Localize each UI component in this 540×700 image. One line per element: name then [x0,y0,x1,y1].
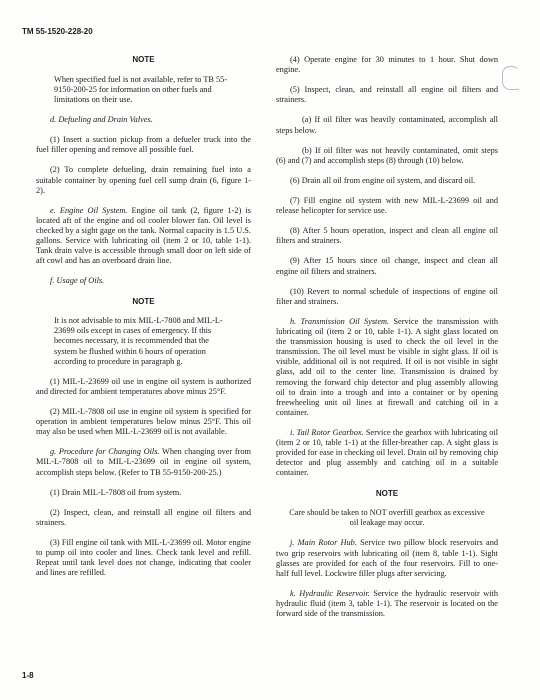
body-paragraph: (5) Inspect, clean, and reinstall all engine oil filters and strainers. [276,85,498,105]
subsection-letter: g. [50,447,57,457]
body-paragraph: (1) Insert a suction pickup from a defueler truck into the fuel filler opening and remove all possible fuel. [36,135,251,155]
subsection-text: Service the gearbox with lubricating oil (item 2 or 10, table 1-1) at the filler-breather cap. A sight glass is provided for ease in checking oil level. Drain oil by removing chip detector and plug assembly and catching oil in a suitable container. [276,427,498,478]
subsection-title: Main Rotor Hub. [297,538,357,548]
subsection-text: Service the transmission with lubricating oil (item 2 or 10, table 1-1). A sight glass located on the transmission housing is used to check the oil level in the transmission. The oil level must be visible in sight glass. If oil is visible, additional oil is not required. If oil is not visible in sight glass, add oil to the center line. Transmission is drained by removing the forward chip detector and plug assembly allowing oil to drain into a trough and into a container or by opening freewheeling unit oil lines at firewall and catching oil in a container. [276,316,498,417]
subsection-paragraph [276,538,498,578]
right-column [276,55,498,629]
margin-mark [502,66,520,90]
body-paragraph: (2) To complete defueling, drain remaining fuel into a suitable container by opening fuel cell sump drain (6, figure 1-2). [36,165,251,195]
subsection-paragraph [276,428,498,479]
subsection-title: Procedure for Changing Oils. [58,447,160,457]
subsection-title: Usage of Oils. [56,276,105,286]
body-paragraph: (9) After 15 hours since oil change, inspect and clean all engine oil filters and strainers. [276,256,498,276]
body-paragraph: (b) If oil filter was not heavily contaminated, omit steps (6) and (7) and accomplish steps (8) through (10) below. [276,145,498,165]
subsection-title: Hydraulic Reservoir. [299,588,370,598]
note-text: Care should be taken to NOT overfill gearbox as excessive oil leakage may occur. [289,508,485,528]
subsection-title: Transmission Oil System. [300,316,390,326]
subsection-text: Service two pillow block reservoirs and two grip reservoirs with lubricating oil (item 8, table 1-1). Sight glasses are provided for each of the four reservoirs. Fill to one-half full level. Lockwire filler plugs after servicing. [276,538,499,578]
body-paragraph: (1) Drain MIL-L-7808 oil from system. [50,487,182,497]
note-text: When specified fuel is not available, refer to TB 55-9150-200-25 for information on other fuels and limitations on their use. [54,74,228,104]
body-paragraph: (8) After 5 hours operation, inspect and clean all engine oil filters and strainers. [276,226,498,246]
body-paragraph: (a) If oil filter was heavily contaminated, accomplish all steps below. [276,115,498,135]
subsection-text: Service the hydraulic reservoir with hydraulic fluid (item 3, table 1-1). The reservoir is located on the forward side of the transmission. [276,588,498,619]
subsection-title: Defueling and Drain Valves. [58,115,153,125]
subsection-letter: d. [50,115,57,125]
body-paragraph: (2) Inspect, clean, and reinstall all engine oil filters and strainers. [36,507,251,527]
body-paragraph: (2) MIL-L-7808 oil use in engine oil system is specified for operation in ambient temperatures below minus 25°F. This oil may also be used when MIL-L-23699 oil is not available. [36,407,251,437]
subsection-paragraph [276,589,498,619]
subsection-letter: k. [290,588,296,598]
body-paragraph: (4) Operate engine for 30 minutes to 1 hour. Shut down engine. [276,55,498,75]
subsection-paragraph [36,206,251,267]
body-paragraph: (3) Fill engine oil tank with MIL-L-23699 oil. Motor engine to pump oil into cooler and lines. Check tank level and refill. Repeat until tank level does not change, indicating that cooler and lines are refilled. [36,538,251,578]
subsection-title: Tail Rotor Gearbox. [296,427,364,437]
page-header: TM 55-1520-228-20 [22,27,93,36]
note-heading: NOTE [375,488,399,498]
note-heading: NOTE [132,55,155,64]
subsection-paragraph [36,447,251,477]
page-number: 1-8 [22,671,34,680]
subsection-title: Engine Oil System. [59,205,128,215]
subsection-letter: f. [50,276,55,286]
subsection-letter: j. [290,538,295,548]
body-paragraph: (10) Revert to normal schedule of inspections of engine oil filter and strainers. [276,286,498,306]
subsection-letter: e. [50,205,56,215]
subsection-text: Engine oil tank (2, figure 1-2) is located aft of the engine and oil cooler blower fan. Oil level is checked by a sight gage on the tank. Normal capacity is 1.5 U.S. gallons. Service with lubricating oil (item 2 or 10, table 1-1). Tank drain valve is accessible through small door on left side of aft cowl and has an overboard drain line. [36,205,252,266]
subsection-paragraph [276,317,498,418]
subsection-paragraph [36,115,251,125]
subsection-letter: h. [290,316,297,326]
left-column [36,55,251,588]
subsection-letter: i. [290,427,295,437]
body-paragraph: (6) Drain all oil from engine oil system, and discard oil. [290,175,476,185]
subsection-text: When changing over from MIL-L-7808 oil to MIL-L-23699 oil in engine oil system, accomplish steps below. (Refer to TB 55-9150-200-25.) [36,447,251,477]
subsection-paragraph [36,276,251,286]
body-paragraph: (1) MIL-L-23699 oil use in engine oil system is authorized and directed for ambient temperatures above minus 25°F. [36,376,251,396]
body-paragraph: (7) Fill engine oil system with new MIL-L-23699 oil and release helicopter for service use. [276,195,498,216]
note-text: It is not advisable to mix MIL-L-7808 and MIL-L-23699 oils except in cases of emergency. If this becomes necessary, it is recommended that the system be flushed within 6 hours of operation according to procedure in paragraph g. [54,316,223,366]
note-heading: NOTE [132,296,155,306]
